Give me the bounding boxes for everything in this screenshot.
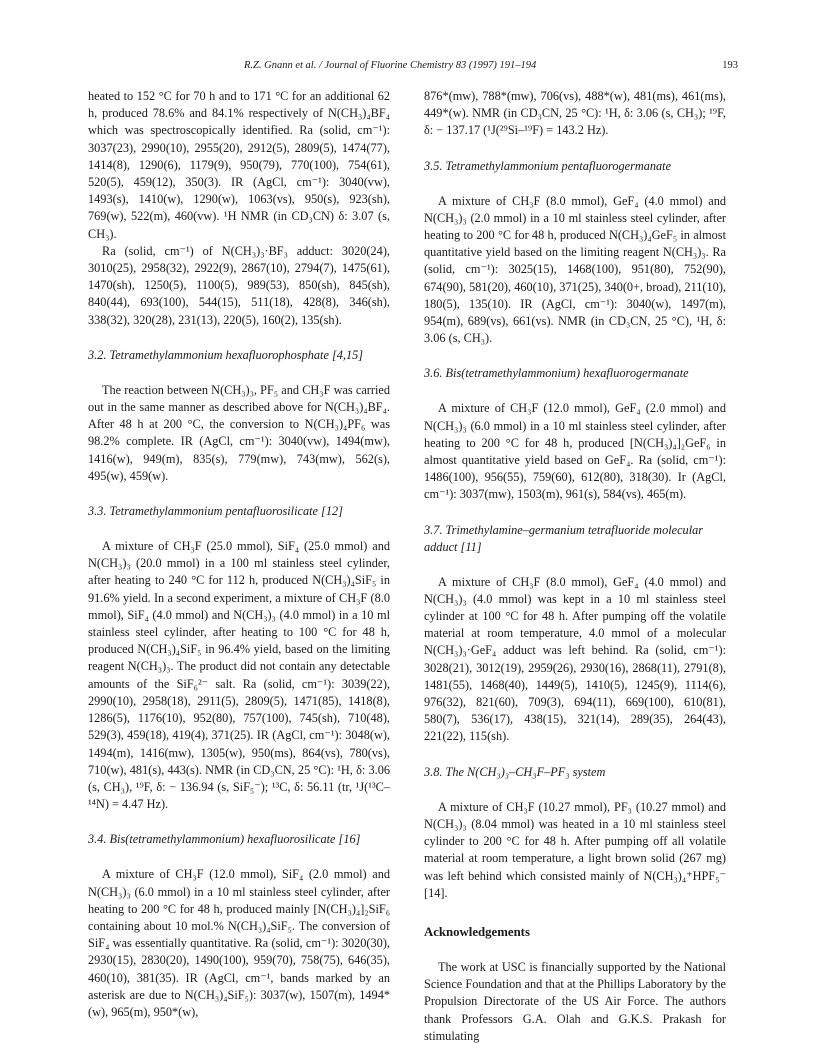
section-text-3-4: A mixture of CH₃F (12.0 mmol), SiF₄ (2.0 mmol) and N(CH₃)₃ (6.0 mmol) in a 10 ml stainless steel cylinder, after heating to 200 °C for 48 h, produced mainly [N(CH₃)₄]₂SiF₆ containing about 10 mol.% N(CH₃)₄SiF₅. The conversion of SiF₄ was essentially quantitative. Ra (solid, cm⁻¹): 3020(30), 2930(15), 2830(20), 1490(100), 959(70), 758(75), 646(35), 460(10), 381(35). IR (AgCl, cm⁻¹, bands marked by an asterisk are due to N(CH₃)₄SiF₅): 3037(w), 1507(m), 1494*(w), 965(m), 950*(w), — [88, 867, 390, 1019]
right-column — [424, 88, 726, 1045]
section-heading-3-7: 3.7. Trimethylamine–germanium tetrafluoride molecular adduct [11] — [424, 522, 704, 554]
section-text-3-7: A mixture of CH₃F (8.0 mmol), GeF₄ (4.0 mmol) and N(CH₃)₃ (4.0 mmol) was kept in a 10 ml stainless steel cylinder at 100 °C for 48 h. After pumping off the volatile material at room temperature, 4.0 mmol of a molecular N(CH₃)₃·GeF₄ adduct was left behind. Ra (solid, cm⁻¹): 3028(21), 3012(19), 2959(26), 2930(16), 2868(11), 2791(8), 1481(55), 1468(40), 1449(5), 1410(5), 1245(9), 1114(6), 976(32), 821(60), 709(3), 694(11), 669(100), 610(81), 580(7), 536(17), 438(15), 321(14), 289(35), 264(43), 221(22), 115(sh). — [424, 574, 726, 744]
section-heading-3-3: 3.3. Tetramethylammonium pentafluorosilicate [12] — [88, 504, 343, 519]
section-text-3-6: A mixture of CH₃F (12.0 mmol), GeF₄ (2.0 mmol) and N(CH₃)₃ (6.0 mmol) in a 10 ml stainless steel cylinder, after heating to 200 °C for 48 h, produced [N(CH₃)₄]₂GeF₆ in almost quantitative yield based on GeF₄. Ra (solid, cm⁻¹): 1486(100), 956(55), 759(60), 612(80), 318(30). Ir (AgCl, cm⁻¹): 3037(mw), 1503(m), 961(s), 584(vs), 465(m). — [424, 401, 726, 502]
acknowledgements-text: The work at USC is financially supported by the National Science Foundation and that at the Phillips Laboratory by the Propulsion Directorate of the US Air Force. The authors thank Professors G.A. Olah and G.K.S. Prakash for stimulating — [424, 959, 726, 1043]
section-text-3-8: A mixture of CH₃F (10.27 mmol), PF₃ (10.27 mmol) and N(CH₃)₃ (8.04 mmol) was heated in a 10 ml stainless steel cylinder to 200 °C for 48 h. After pumping off all volatile material at room temperature, a light brown solid (267 mg) was left behind which consisted mainly of N(CH₃)₄⁺HPF₅⁻ [14]. — [424, 799, 726, 900]
section-heading-3-6: 3.6. Bis(tetramethylammonium) hexafluorogermanate — [424, 366, 689, 381]
section-heading-3-5: 3.5. Tetramethylammonium pentafluorogermanate — [424, 158, 672, 173]
paragraph-bf3-adduct: Ra (solid, cm⁻¹) of N(CH₃)₃·BF₃ adduct: 3020(24), 3010(25), 2958(32), 2922(9), 2867(10), 2794(7), 1475(61), 1470(sh), 1250(5), 1100(5), 989(53), 850(sh), 845(sh), 840(44), 693(100), 544(15), 511(18), 428(8), 346(sh), 338(32), 320(28), 231(13), 220(5), 160(2), 135(sh). — [88, 243, 390, 327]
section-heading-3-8: 3.8. The N(CH₃)₃–CH₃F–PF₃ system — [424, 764, 606, 779]
left-column — [88, 88, 390, 1021]
paragraph-continuation: heated to 152 °C for 70 h and to 171 °C for an additional 62 h, produced 78.6% and 84.1% respectively of N(CH₃)₄BF₄ which was spectroscopically identified. Ra (solid, cm⁻¹): 3037(23), 2990(10), 2955(20), 2912(5), 2809(5), 1474(77), 1414(8), 1290(6), 1179(9), 950(79), 770(100), 754(61), 520(5), 459(12), 350(3). IR (AgCl, cm⁻¹): 3040(vw), 1493(s), 1410(w), 1290(w), 1063(vs), 950(s), 923(sh), 769(w), 522(m), 460(vw). ¹H NMR (in CD₃CN) δ: 3.07 (s, CH₃). — [88, 89, 390, 241]
section-heading-3-2: 3.2. Tetramethylammonium hexafluorophosphate [4,15] — [88, 347, 364, 362]
running-header — [88, 60, 738, 76]
page-number: 193 — [722, 60, 738, 71]
running-head: R.Z. Gnann et al. / Journal of Fluorine Chemistry 83 (1997) 191–194 — [244, 60, 537, 71]
section-heading-3-4: 3.4. Bis(tetramethylammonium) hexafluorosilicate [16] — [88, 832, 361, 847]
section-text-3-5: A mixture of CH₃F (8.0 mmol), GeF₄ (4.0 mmol) and N(CH₃)₃ (2.0 mmol) in a 10 ml stainless steel cylinder, after heating to 200 °C for 48 h, produced N(CH₃)₄GeF₅ in almost quantitative yield based on the limiting reagent N(CH₃)₃. Ra (solid, cm⁻¹): 3025(15), 1468(100), 951(80), 752(90), 674(90), 581(20), 460(10), 371(25), 340(0+, broad), 211(10), 180(5), 135(10). IR (AgCl, cm⁻¹): 3040(w), 1497(m), 954(m), 689(vs), 661(vs). NMR (in CD₃CN, 25 °C), ¹H, δ: 3.06 (s, CH₃). — [424, 193, 726, 346]
section-text-3-2: The reaction between N(CH₃)₃, PF₅ and CH₃F was carried out in the same manner as described above for N(CH₃)₄BF₄. After 48 h at 200 °C, the conversion to N(CH₃)₄PF₆ was 98.2% complete. IR (AgCl, cm⁻¹): 3040(vw), 1494(mw), 1416(w), 949(m), 835(s), 779(mw), 743(mw), 562(s), 495(w), 459(w). — [88, 382, 390, 483]
section-text-3-3: A mixture of CH₃F (25.0 mmol), SiF₄ (25.0 mmol) and N(CH₃)₃ (20.0 mmol) in a 100 ml stainless steel cylinder, after heating to 240 °C for 112 h, produced N(CH₃)₄SiF₅ in 91.6% yield. In a second experiment, a mixture of CH₃F (8.0 mmol), SiF₄ (4.0 mmol) and N(CH₃)₃ (4.0 mmol) in a 10 ml stainless steel cylinder, after heating to 100 °C for 48 h, produced N(CH₃)₄SiF₅ in 96.4% yield, based on the limiting reagent N(CH₃)₃. The product did not contain any detectable amounts of the SiF₆²⁻ salt. Ra (solid, cm⁻¹): 3039(22), 2990(10), 2958(18), 2911(5), 2809(5), 1471(85), 1418(8), 1286(5), 1176(10), 952(80), 757(100), 745(sh), 710(48), 529(3), 459(18), 419(4), 371(25). IR (AgCl, cm⁻¹): 3048(w), 1494(m), 1416(mw), 1305(w), 950(ms), 864(vs), 780(vs), 710(w), 481(s), 443(s). NMR (in CD₃CN, 25 °C): ¹H, δ: 3.06 (s, CH₃), ¹⁹F, δ: − 136.94 (s, SiF₅⁻); ¹³C, δ: 56.11 (tr, ¹J(¹³C–¹⁴N) = 4.47 Hz). — [88, 539, 390, 812]
acknowledgements-heading: Acknowledgements — [424, 924, 530, 939]
paragraph-continuation-right: 876*(mw), 788*(mw), 706(vs), 488*(w), 481(ms), 461(ms), 449*(w). NMR (in CD₃CN, 25 °C): ¹H, δ: 3.06 (s, CH₃); ¹⁹F, δ: − 137.17 (¹J(²⁹Si–¹⁹F) = 143.2 Hz). — [424, 89, 726, 138]
